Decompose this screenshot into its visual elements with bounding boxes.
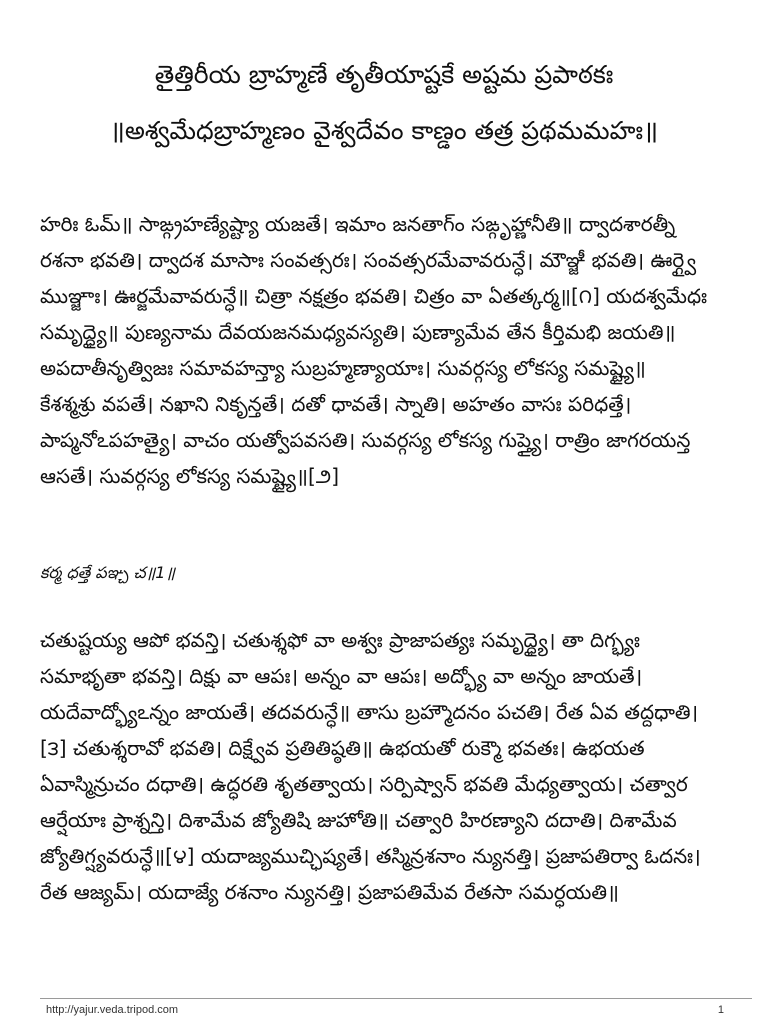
text-line: ముఞ్జాః। ఊర్జమేవావరున్ధే॥ చిత్రా నక్షత్రం భవతి। చిత్రం వా ఏతత్కర్మ॥[౧] యదశ్వమేధః — [40, 284, 707, 308]
section-title: ॥అశ్వమేధబ్రాహ్మణం వైశ్వదేవం కాణ్డం తత్ర ప్రథమమహః॥ — [109, 116, 659, 145]
text-line: హరిః ఓమ్॥ సాఙ్గ్రహణ్యేష్ట్యా యజతే। ఇమాం జనతాగ్ం సఙ్గృహ్ణానీతి॥ ద్వాదశారత్నీ — [40, 212, 676, 236]
text-line: రేత ఆజ్యమ్। యదాజ్యే రశనాం న్యునత్తి। ప్రజాపతిమేవ రేతసా సమర్ధయతి॥ — [40, 880, 619, 904]
footer-divider — [40, 998, 752, 999]
text-line: ఏవాస్మిన్రుచం దధాతి। ఉద్ధరతి శృతత్వాయ। సర్పిష్వాన్ భవతి మేధ్యత్వాయ। చత్వార — [40, 772, 688, 796]
text-line: కేశశ్మశ్రు వపతే। నఖాని నికృన్తతే। దతో ధావతే। స్నాతి। అహతం వాసః పరిధత్తే। — [40, 392, 632, 416]
page-number: 1 — [717, 1004, 724, 1016]
text-line: సమాభృతా భవన్తి। దిక్షు వా ఆపః। అన్నం వా ఆపః। అద్భ్యో వా అన్నం జాయతే। — [40, 664, 643, 688]
text-line: రశనా భవతి। ద్వాదశ మాసాః సంవత్సరః। సంవత్సరమేవావరున్ధే। మౌఞ్జీ భవతి। ఊర్గ్వై — [40, 248, 697, 272]
anuvaka-2-text — [40, 622, 752, 910]
text-line: యదేవాద్భ్యోఽన్నం జాయతే। తదవరున్ధే॥ తాసు బ్రహ్మౌదనం పచతి। రేత ఏవ తద్దధాతి। — [40, 700, 699, 724]
text-line: పాప్మనోఽపహత్యై। వాచం యత్వోపవసతి। సువర్గస్య లోకస్య గుప్త్యై। రాత్రిం జాగరయన్త — [40, 428, 691, 452]
footer-url: http://yajur.veda.tripod.com — [46, 1004, 179, 1016]
text-line: అపదాతీనృత్విజః సమావహన్త్యా సుబ్రహ్మణ్యాయాః। సువర్గస్య లోకస్య సమష్ట్యై॥ — [40, 356, 646, 380]
text-line: సమృద్ధ్యై॥ పుణ్యనామ దేవయజనమధ్యవస్యతి। పుణ్యామేవ తేన కీర్తిమభి జయతి॥ — [40, 320, 676, 344]
page-title: తైత్తిరీయ బ్రాహ్మణే తృతీయాష్టకే అష్టమ ప్రపాఠకః — [154, 60, 614, 89]
anuvaka-1-summary-note: కర్మ ధత్తే పఞ్చ చ॥1॥ — [40, 563, 176, 582]
text-line: జ్యోతిగ్ష్యవరున్ధే॥[౪] యదాజ్యముచ్ఛిష్యతే। తస్మిన్రశనాం న్యునత్తి। ప్రజాపతిర్వా ఓదనః। — [40, 844, 701, 868]
text-line: ఆర్షేయాః ప్రాశ్నన్తి। దిశామేవ జ్యోతిషి జుహోతి॥ చత్వారి హిరణ్యాని దదాతి। దిశామేవ — [40, 808, 677, 832]
text-line: ఆసతే। సువర్గస్య లోకస్య సమష్ట్యై॥[౨] — [40, 464, 340, 488]
text-line: [౩] చతుశ్శరావో భవతి। దిక్ష్వేవ ప్రతితిష్ఠతి॥ ఉభయతో రుక్మౌ భవతః। ఉభయత — [40, 736, 645, 760]
anuvaka-1-text — [40, 206, 752, 494]
text-line: చతుష్టయ్య ఆపో భవన్తి। చతుశ్శఫో వా అశ్వః ప్రాజాపత్యః సమృద్ధ్యై। తా దిగ్భ్యః — [40, 628, 640, 652]
